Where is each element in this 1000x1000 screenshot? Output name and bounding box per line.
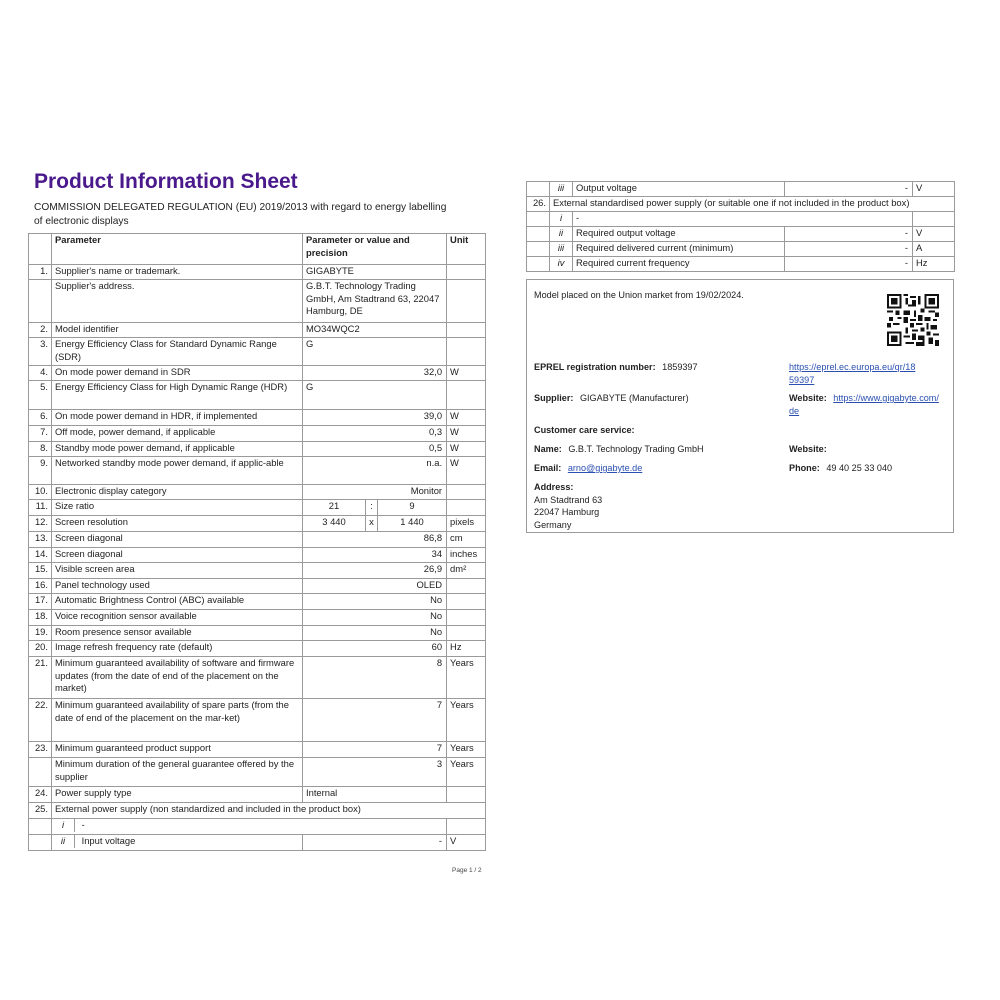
row-value: 8 <box>303 657 447 699</box>
row-unit <box>447 819 486 835</box>
row-unit: Years <box>447 657 486 699</box>
eprel-link-line1[interactable]: https://eprel.ec.europa.eu/qr/18 <box>789 362 916 372</box>
row-value: G.B.T. Technology Trading GmbH, Am Stadtrand 63, 22047 Hamburg, DE <box>303 280 447 323</box>
row-label: Off mode, power demand, if applicable <box>52 426 303 442</box>
row-unit: V <box>913 227 955 242</box>
ratio-a: 21 <box>303 500 366 516</box>
row-no: 24. <box>29 787 52 803</box>
sub-label: - <box>81 819 85 830</box>
sub-index: iii <box>550 242 573 257</box>
row-no: 1. <box>29 265 52 280</box>
row-no <box>29 758 52 787</box>
page-number: Page 1 / 2 <box>452 867 482 874</box>
row-no <box>527 242 550 257</box>
row-no <box>527 257 550 272</box>
row-unit: Years <box>447 758 486 787</box>
row-unit <box>447 594 486 610</box>
row-unit: W <box>447 366 486 381</box>
row-value: Monitor <box>303 485 447 500</box>
row-label: Energy Efficiency Class for High Dynamic Range (HDR) <box>52 381 303 410</box>
sub-index: iii <box>550 182 573 197</box>
care-address-line1: Am Stadtrand 63 <box>534 494 603 505</box>
resolution-a: 3 440 <box>303 516 366 532</box>
regulation-text: COMMISSION DELEGATED REGULATION (EU) 2019/2013 with regard to energy labelling of electronic displays <box>34 202 447 227</box>
row-no: 5. <box>29 381 52 410</box>
row-label: Visible screen area <box>52 563 303 579</box>
row-unit: A <box>913 242 955 257</box>
eprel-link[interactable] <box>789 361 915 386</box>
row-no: 13. <box>29 532 52 548</box>
row-no <box>527 182 550 197</box>
row-value: No <box>303 626 447 641</box>
row-value: 7 <box>303 699 447 742</box>
care-name-row <box>534 443 704 456</box>
sub-index: i <box>52 819 75 832</box>
market-placement-text: Model placed on the Union market from 19/02/2024. <box>534 290 744 300</box>
row-unit <box>447 381 486 410</box>
eprel-link-line2[interactable]: 59397 <box>789 374 815 385</box>
care-address-label: Address: <box>534 482 574 492</box>
row-label: Minimum guaranteed availability of spare parts (from the date of end of the placement on the mar-ket) <box>52 699 303 742</box>
row-value: - <box>785 257 913 272</box>
care-address-line3: Germany <box>534 519 572 530</box>
row-unit <box>447 500 486 516</box>
row-value: 60 <box>303 641 447 657</box>
sub-label: Required output voltage <box>573 227 785 242</box>
sub-index: ii <box>52 835 75 848</box>
row-no <box>527 212 550 227</box>
row-no: 18. <box>29 610 52 626</box>
row-value: - <box>303 835 447 851</box>
row-value: - <box>785 182 913 197</box>
row-no: 16. <box>29 579 52 594</box>
row-value: OLED <box>303 579 447 594</box>
sub-index: i <box>550 212 573 227</box>
row-value: No <box>303 594 447 610</box>
care-email-link[interactable]: arno@gigabyte.de <box>567 463 643 473</box>
row-no: 6. <box>29 410 52 426</box>
row-no: 2. <box>29 323 52 338</box>
row-value: GIGABYTE <box>303 265 447 280</box>
row-value: 26,9 <box>303 563 447 579</box>
row-unit: pixels <box>447 516 486 532</box>
row-no: 25. <box>29 803 52 819</box>
row-no: 7. <box>29 426 52 442</box>
row-unit: V <box>447 835 486 851</box>
row-unit: W <box>447 442 486 457</box>
row-no <box>29 280 52 323</box>
row-no: 22. <box>29 699 52 742</box>
row-unit <box>447 280 486 323</box>
row-value: MO34WQC2 <box>303 323 447 338</box>
row-label: Automatic Brightness Control (ABC) available <box>52 594 303 610</box>
row-unit <box>913 212 955 227</box>
sub-label: Input voltage <box>81 835 136 846</box>
row-unit: Years <box>447 742 486 758</box>
row-value: 3 <box>303 758 447 787</box>
ratio-b: 9 <box>378 500 447 516</box>
row-label: On mode power demand in HDR, if implemented <box>52 410 303 426</box>
supplier-info-box <box>526 279 954 533</box>
header-no <box>29 234 52 265</box>
row-value: 0,5 <box>303 442 447 457</box>
sub-index: iv <box>550 257 573 272</box>
qr-code-icon[interactable] <box>887 294 939 346</box>
row-value: 32,0 <box>303 366 447 381</box>
care-name-label: Name: <box>534 444 562 454</box>
row-label: Networked standby mode power demand, if applic-able <box>52 457 303 485</box>
row-label: External standardised power supply (or suitable one if not included in the product box) <box>550 197 955 212</box>
row-unit: W <box>447 457 486 485</box>
row-no: 14. <box>29 548 52 563</box>
row-no: 21. <box>29 657 52 699</box>
care-phone-label: Phone: <box>789 463 820 473</box>
eprel-label: EPREL registration number: <box>534 362 656 372</box>
row-label: Electronic display category <box>52 485 303 500</box>
row-value: - <box>785 227 913 242</box>
row-no: 9. <box>29 457 52 485</box>
sub-index: ii <box>550 227 573 242</box>
row-no: 20. <box>29 641 52 657</box>
row-label: Image refresh frequency rate (default) <box>52 641 303 657</box>
eprel-row <box>534 361 698 374</box>
row-unit: inches <box>447 548 486 563</box>
website-label: Website: <box>789 393 827 403</box>
eprel-number: 1859397 <box>662 362 698 372</box>
row-label: Model identifier <box>52 323 303 338</box>
row-unit <box>447 579 486 594</box>
subrow <box>52 835 303 851</box>
row-no: 4. <box>29 366 52 381</box>
care-phone-value: 49 40 25 33 040 <box>826 463 893 473</box>
row-no: 10. <box>29 485 52 500</box>
row-label: Size ratio <box>52 500 303 516</box>
row-unit: dm² <box>447 563 486 579</box>
sub-label: Output voltage <box>573 182 785 197</box>
row-label: Minimum guaranteed product support <box>52 742 303 758</box>
row-no: 23. <box>29 742 52 758</box>
row-label: Supplier's address. <box>52 280 303 323</box>
row-no: 11. <box>29 500 52 516</box>
row-unit: W <box>447 426 486 442</box>
row-label: Minimum guaranteed availability of software and firmware updates (from the date of end of the placement on the market) <box>52 657 303 699</box>
row-no: 3. <box>29 338 52 366</box>
row-no <box>29 835 52 851</box>
row-label: Energy Efficiency Class for Standard Dynamic Range (SDR) <box>52 338 303 366</box>
row-value: No <box>303 610 447 626</box>
row-label: Room presence sensor available <box>52 626 303 641</box>
row-unit <box>447 787 486 803</box>
sub-label: Required delivered current (minimum) <box>573 242 785 257</box>
care-phone-row <box>789 462 892 475</box>
row-no: 8. <box>29 442 52 457</box>
row-no: 17. <box>29 594 52 610</box>
care-address-line2: 22047 Hamburg <box>534 507 600 517</box>
customer-care-heading: Customer care service: <box>534 425 635 435</box>
row-value: 86,8 <box>303 532 447 548</box>
row-label: Power supply type <box>52 787 303 803</box>
supplier-label: Supplier: <box>534 393 574 403</box>
row-label: Panel technology used <box>52 579 303 594</box>
website-row <box>789 392 939 417</box>
subrow <box>52 819 447 835</box>
header-unit: Unit <box>447 234 486 265</box>
product-info-table <box>28 233 486 851</box>
row-value: Internal <box>303 787 447 803</box>
row-no: 26. <box>527 197 550 212</box>
supplier-value: GIGABYTE (Manufacturer) <box>579 393 689 403</box>
row-unit: cm <box>447 532 486 548</box>
ratio-sep: : <box>366 500 378 516</box>
row-value: G <box>303 381 447 410</box>
row-label: On mode power demand in SDR <box>52 366 303 381</box>
resolution-sep: x <box>366 516 378 532</box>
sub-label: Required current frequency <box>573 257 785 272</box>
row-value: n.a. <box>303 457 447 485</box>
row-unit <box>447 626 486 641</box>
row-no <box>527 227 550 242</box>
row-no: 15. <box>29 563 52 579</box>
care-email-label: Email: <box>534 463 562 473</box>
row-value: 34 <box>303 548 447 563</box>
website-link-line1[interactable]: https://www.gigabyte.com/ <box>833 393 939 403</box>
website-link-line2[interactable]: de <box>789 405 800 416</box>
row-unit <box>447 338 486 366</box>
row-label: Screen diagonal <box>52 532 303 548</box>
row-label: Standby mode power demand, if applicable <box>52 442 303 457</box>
care-name-value: G.B.T. Technology Trading GmbH <box>568 444 704 454</box>
sub-label: - <box>573 212 913 227</box>
resolution-b: 1 440 <box>378 516 447 532</box>
row-value: - <box>785 242 913 257</box>
row-no <box>29 819 52 835</box>
row-label: Screen diagonal <box>52 548 303 563</box>
row-no: 12. <box>29 516 52 532</box>
page-title: Product Information Sheet <box>34 170 298 193</box>
care-website-label: Website: <box>789 444 827 454</box>
row-unit: W <box>447 410 486 426</box>
row-unit <box>447 323 486 338</box>
row-value: G <box>303 338 447 366</box>
row-label: Minimum duration of the general guarantee offered by the supplier <box>52 758 303 787</box>
row-unit: Years <box>447 699 486 742</box>
row-label: Voice recognition sensor available <box>52 610 303 626</box>
row-label: Supplier's name or trademark. <box>52 265 303 280</box>
row-unit <box>447 485 486 500</box>
row-unit: Hz <box>913 257 955 272</box>
row-no: 19. <box>29 626 52 641</box>
row-unit: V <box>913 182 955 197</box>
care-email-row <box>534 462 642 475</box>
row-value: 39,0 <box>303 410 447 426</box>
header-value: Parameter or value and precision <box>303 234 447 265</box>
row-value: 7 <box>303 742 447 758</box>
row-label: External power supply (non standardized and included in the product box) <box>52 803 486 819</box>
row-unit <box>447 610 486 626</box>
header-parameter: Parameter <box>52 234 303 265</box>
row-unit: Hz <box>447 641 486 657</box>
row-unit <box>447 265 486 280</box>
supplier-row <box>534 392 689 405</box>
row-label: Screen resolution <box>52 516 303 532</box>
row-value: 0,3 <box>303 426 447 442</box>
power-supply-table <box>526 181 955 272</box>
care-address <box>534 481 602 531</box>
